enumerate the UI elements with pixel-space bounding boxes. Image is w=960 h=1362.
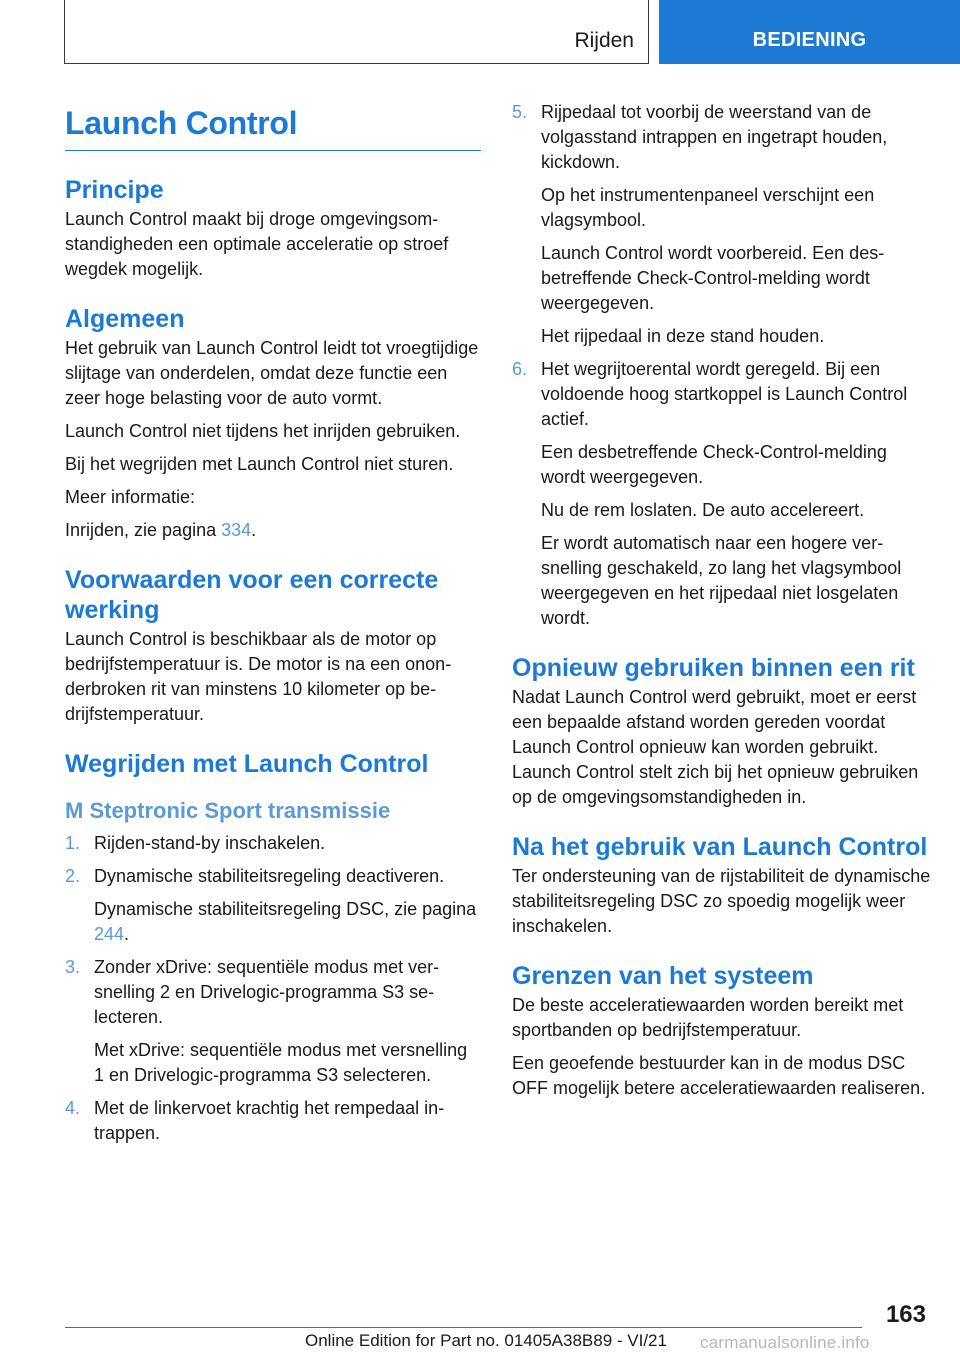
page-link-334[interactable]: 334 <box>221 520 252 540</box>
steps-list-left <box>65 831 481 1146</box>
list-item <box>65 955 481 1088</box>
header-chapter-label: BEDIENING <box>752 29 867 51</box>
heading-na-gebruik: Na het gebruik van Launch Control <box>512 833 928 861</box>
heading-principe: Principe <box>65 176 164 204</box>
step-subtext: Launch Control wordt voorbereid. Een desbetreffende Check-Control-melding wordt weergegeven. <box>541 243 885 313</box>
header-chapter-tab <box>659 0 960 64</box>
reference-suffix: . <box>251 520 257 540</box>
reference-inrijden <box>65 518 481 543</box>
step-subtext: Het rijpedaal in deze stand houden. <box>541 326 825 346</box>
paragraph-algemeen-2: Launch Control niet tijdens het inrijden gebruiken. <box>65 421 461 441</box>
step-subtext <box>94 897 481 947</box>
watermark-text: carmanualsonline.info <box>700 1333 870 1352</box>
reference-text: Inrijden, zie pagina <box>65 520 222 540</box>
list-item <box>512 357 932 631</box>
heading-voorwaarden: Voorwaarden voor een correcte werking <box>65 566 439 624</box>
step-text: Zonder xDrive: sequentiële modus met versnelling 2 en Drivelogic-programma S3 selecteren. <box>94 957 440 1027</box>
footer-edition-text: Online Edition for Part no. 01405A38B89 - VI/21 <box>305 1331 667 1350</box>
step-subtext: Er wordt automatisch naar een hogere versnelling geschakeld, zo lang het vlagsymbool weergegeven en het rijpedaal niet losgelaten wordt. <box>541 533 902 628</box>
paragraph-grenzen-1: De beste acceleratiewaarden worden bereikt met sportbanden op bedrijfstemperatuur. <box>512 995 904 1040</box>
step-subtext: Op het instrumentenpaneel verschijnt een vlagsymbool. <box>541 185 875 230</box>
page-title: Launch Control <box>65 100 481 151</box>
paragraph-algemeen-4: Meer informatie: <box>65 487 196 507</box>
step-text: Met de linkervoet krachtig het rempedaal intrappen. <box>94 1098 445 1143</box>
step-subtext: Met xDrive: sequentiële modus met versnelling 1 en Drivelogic-programma S3 selecteren. <box>94 1040 468 1085</box>
list-item <box>65 831 481 856</box>
step-text: Rijpedaal tot voorbij de weerstand van de volgasstand intrappen en ingetrapt houden, kickdown. <box>541 102 888 172</box>
step-number: 1. <box>65 833 81 853</box>
step-number: 4. <box>65 1098 81 1118</box>
left-column <box>65 100 481 1154</box>
step-number: 5. <box>512 102 528 122</box>
heading-opnieuw: Opnieuw gebruiken binnen een rit <box>512 654 915 682</box>
step-subtext: Nu de rem loslaten. De auto accelereert. <box>541 500 865 520</box>
paragraph-voorwaarden: Launch Control is beschikbaar als de motor op bedrijfstemperatuur is. De motor is na een ononderbroken rit van minstens 10 kilometer op bedrijfstemperatuur. <box>65 629 452 724</box>
list-item <box>65 1096 481 1146</box>
step-number: 2. <box>65 866 81 886</box>
step-text: Rijden-stand-by inschakelen. <box>94 833 326 853</box>
footer-divider <box>65 1327 862 1328</box>
list-item <box>65 864 481 947</box>
step-subtext-suffix: . <box>124 924 130 944</box>
page-link-244[interactable]: 244 <box>94 924 125 944</box>
paragraph-grenzen-2: Een geoefende bestuurder kan in de modus DSC OFF mogelijk betere acceleratiewaarden realiseren. <box>512 1053 926 1098</box>
header-section-box <box>64 0 649 64</box>
step-text: Het wegrijtoerental wordt geregeld. Bij een voldoende hoog startkoppel is Launch Control actief. <box>541 359 908 429</box>
paragraph-opnieuw: Nadat Launch Control werd gebruikt, moet er eerst een bepaalde afstand worden gereden voordat Launch Control opnieuw kan worden gebruikt. Launch Control stelt zich bij het opnieuw gebruiken op de omgevingsomstandigheden in. <box>512 687 919 807</box>
step-subtext: Een desbetreffende Check-Control-melding wordt weergegeven. <box>541 442 887 487</box>
page-number: 163 <box>885 1301 926 1328</box>
list-item <box>512 100 932 349</box>
step-number: 3. <box>65 957 81 977</box>
step-subtext-body: Dynamische stabiliteitsregeling DSC, zie pagina <box>94 899 477 919</box>
heading-algemeen: Algemeen <box>65 305 185 333</box>
heading-wegrijden: Wegrijden met Launch Control <box>65 750 429 778</box>
paragraph-algemeen-3: Bij het wegrijden met Launch Control niet sturen. <box>65 454 454 474</box>
paragraph-principe: Launch Control maakt bij droge omgevingsomstandigheden een optimale acceleratie op stroef wegdek mogelijk. <box>65 209 449 279</box>
step-number: 6. <box>512 359 528 379</box>
right-column <box>512 100 932 1109</box>
heading-grenzen: Grenzen van het systeem <box>512 962 814 990</box>
paragraph-na-gebruik: Ter ondersteuning van de rijstabiliteit de dynamische stabiliteitsregeling DSC zo spoedig mogelijk weer inschakelen. <box>512 866 931 936</box>
steps-list-right <box>512 100 932 631</box>
paragraph-algemeen-1: Het gebruik van Launch Control leidt tot vroegtijdige slijtage van onderdelen, omdat deze functie een zeer hoge belasting voor de auto vormt. <box>65 338 479 408</box>
subheading-transmissie: M Steptronic Sport transmissie <box>65 798 391 823</box>
step-text: Dynamische stabiliteitsregeling deactiveren. <box>94 866 445 886</box>
header-section-label: Rijden <box>574 29 634 52</box>
